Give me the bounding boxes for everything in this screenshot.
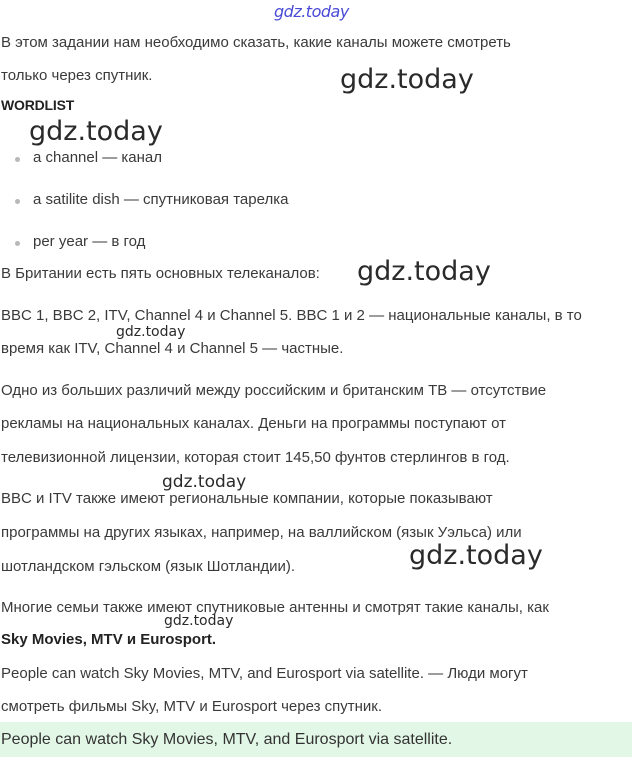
paragraph-line: Одно из больших различий между российским и британским ТВ — отсутствие [1,382,547,399]
paragraph-line: BBC 1, BBC 2, ITV, Channel 4 и Channel 5. BBC 1 и 2 — национальные каналы, в то [1,307,582,324]
channel-list: Sky Movies, MTV и Eurosport. [1,631,217,648]
watermark: gdz.today [340,64,474,95]
bullet-dot [15,157,20,162]
watermark: gdz.today [357,256,491,287]
paragraph-line: People can watch Sky Movies, MTV, and Eurosport via satellite. — Люди могут [1,665,528,682]
paragraph-line: программы на других языках, например, на валлийском (язык Уэльса) или [1,524,522,541]
wordlist-title: WORDLIST [1,97,75,113]
paragraph-line: BBC и ITV также имеют региональные компании, которые показывают [1,490,493,507]
wordlist-item: a channel — канал [33,149,163,166]
paragraph-line: шотландском гэльском (язык Шотландии). [1,558,296,575]
wordlist-item: per year — в год [33,233,146,250]
paragraph-line: смотреть фильмы Sky, MTV и Eurosport через спутник. [1,698,383,715]
intro-line-1: В этом задании нам необходимо сказать, какие каналы можете смотреть [1,34,511,51]
answer-text: People can watch Sky Movies, MTV, and Eurosport via satellite. [1,731,453,748]
paragraph-line: Многие семьи также имеют спутниковые антенны и смотрят такие каналы, как [1,599,549,616]
watermark: gdz.today [116,324,186,340]
watermark: gdz.today [409,540,543,571]
bullet-dot [15,199,20,204]
paragraph-line: рекламы на национальных каналах. Деньги на программы поступают от [1,415,506,432]
bullet-dot [15,241,20,246]
intro-line-2: только через спутник. [1,67,153,84]
watermark: gdz.today [164,613,234,629]
watermark: gdz.today [29,116,163,147]
paragraph-line: В Британии есть пять основных телеканалов: [1,265,320,282]
paragraph-line: время как ITV, Channel 4 и Channel 5 — частные. [1,340,344,357]
watermark-top: gdz.today [274,2,349,21]
paragraph-line: телевизионной лицензии, которая стоит 145,50 фунтов стерлингов в год. [1,449,510,466]
wordlist-item: a satilite dish — спутниковая тарелка [33,191,289,208]
watermark: gdz.today [162,472,247,492]
